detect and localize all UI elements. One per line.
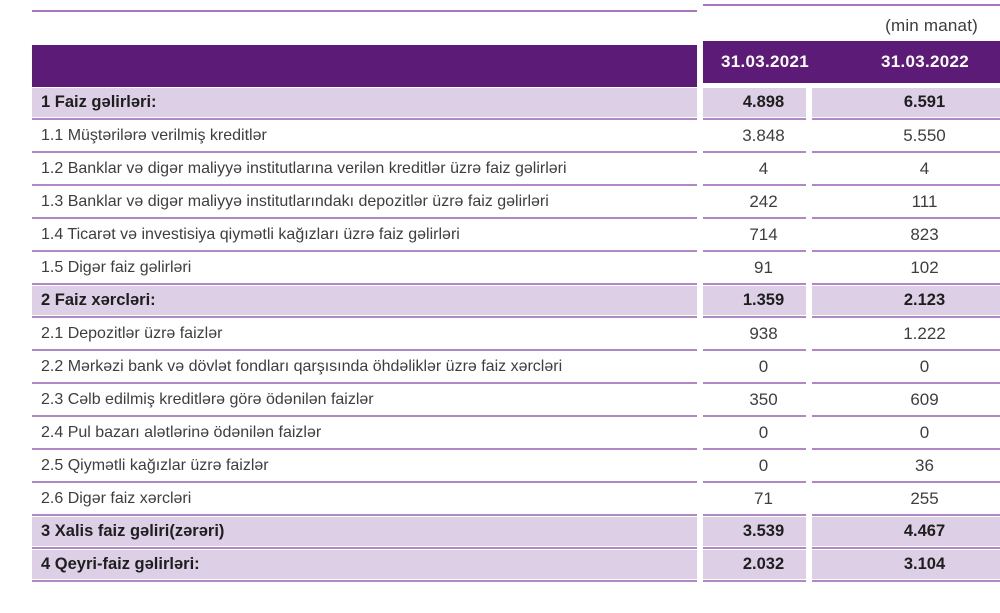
table-row xyxy=(812,418,1000,451)
table-cell-value-2021: 4.898 xyxy=(703,88,806,117)
table-row-label: 4 Qeyri-faiz gəlirləri: xyxy=(32,550,697,579)
table-row-label: 2 Faiz xərcləri: xyxy=(32,286,697,315)
table-row xyxy=(812,154,1000,187)
table-row xyxy=(812,484,1000,517)
table-row xyxy=(32,154,697,187)
table-row xyxy=(812,385,1000,418)
table-row xyxy=(812,220,1000,253)
table-cell-value-2022: 1.222 xyxy=(903,323,946,343)
header-band-labels xyxy=(32,45,697,87)
table-row xyxy=(812,286,1000,319)
table-cell-value-2022: 0 xyxy=(919,356,930,376)
table-row-label: 2.6 Digər faiz xərcləri xyxy=(41,489,192,507)
table-row xyxy=(32,121,697,154)
table-cell-value-2022: 4 xyxy=(919,158,930,178)
values-column-2021 xyxy=(703,88,806,583)
table-cell-value-2022: 2.123 xyxy=(812,286,1000,315)
table-cell-value-2021: 714 xyxy=(749,224,778,244)
table-row xyxy=(812,352,1000,385)
table-cell-value-2021: 0 xyxy=(758,455,769,475)
table-row xyxy=(703,385,806,418)
table-row xyxy=(703,121,806,154)
table-row xyxy=(812,88,1000,121)
table-row-label: 2.1 Depozitlər üzrə faizlər xyxy=(41,324,223,342)
table-row xyxy=(812,451,1000,484)
column-header-2021: 31.03.2021 xyxy=(720,52,810,71)
table-row-label: 1.5 Digər faiz gəlirləri xyxy=(41,258,192,276)
table-row xyxy=(703,220,806,253)
table-row-label: 2.2 Mərkəzi bank və dövlət fondları qarşısında öhdəliklər üzrə faiz xərcləri xyxy=(41,357,563,375)
table-cell-value-2021: 3.539 xyxy=(703,517,806,546)
table-row-label: 1.2 Banklar və digər maliyyə institutlarına verilən kreditlər üzrə faiz gəlirləri xyxy=(41,159,567,177)
table-row xyxy=(32,550,697,583)
table-row xyxy=(703,253,806,286)
header-band-values xyxy=(703,41,1000,83)
table-row xyxy=(812,121,1000,154)
table-row xyxy=(812,319,1000,352)
table-cell-value-2021: 0 xyxy=(758,356,769,376)
table-row xyxy=(32,484,697,517)
table-cell-value-2021: 0 xyxy=(758,422,769,442)
table-row xyxy=(32,451,697,484)
table-row xyxy=(812,517,1000,550)
table-row xyxy=(32,88,697,121)
table-row xyxy=(703,88,806,121)
table-cell-value-2022: 111 xyxy=(911,191,938,211)
table-row-label: 3 Xalis faiz gəliri(zərəri) xyxy=(32,517,697,546)
table-cell-value-2022: 36 xyxy=(915,455,934,475)
table-row xyxy=(32,385,697,418)
table-row xyxy=(812,550,1000,583)
table-cell-value-2022: 3.104 xyxy=(812,550,1000,579)
table-row xyxy=(32,220,697,253)
table-cell-value-2022: 5.550 xyxy=(903,125,946,145)
table-row xyxy=(812,187,1000,220)
table-cell-value-2021: 350 xyxy=(749,389,778,409)
table-cell-value-2021: 938 xyxy=(749,323,778,343)
table-row-label: 1.3 Banklar və digər maliyyə institutlarındakı depozitlər üzrə faiz gəlirləri xyxy=(41,192,549,210)
table-cell-value-2021: 2.032 xyxy=(703,550,806,579)
table-row xyxy=(703,154,806,187)
label-column xyxy=(32,88,697,583)
table-row-label: 2.3 Cəlb edilmiş kreditlərə görə ödənilən faizlər xyxy=(41,390,374,408)
table-row-label: 2.5 Qiymətli kağızlar üzrə faizlər xyxy=(41,456,269,474)
table-cell-value-2022: 4.467 xyxy=(812,517,1000,546)
table-row xyxy=(703,286,806,319)
table-cell-value-2021: 71 xyxy=(754,488,773,508)
table-row xyxy=(32,517,697,550)
table-cell-value-2021: 242 xyxy=(749,191,778,211)
table-row xyxy=(32,319,697,352)
table-row xyxy=(703,352,806,385)
table-cell-value-2022: 102 xyxy=(910,257,939,277)
table-cell-value-2022: 823 xyxy=(910,224,939,244)
top-rule-right xyxy=(703,4,1000,6)
table-cell-value-2022: 6.591 xyxy=(812,88,1000,117)
table-row xyxy=(703,484,806,517)
table-cell-value-2022: 0 xyxy=(919,422,930,442)
unit-note: (min manat) xyxy=(885,16,978,35)
table-row xyxy=(32,352,697,385)
table-row xyxy=(703,418,806,451)
table-cell-value-2021: 4 xyxy=(758,158,769,178)
table-row-label: 1.4 Ticarət və investisiya qiymətli kağızları üzrə faiz gəlirləri xyxy=(41,225,460,243)
values-column-2022 xyxy=(812,88,1000,583)
table-cell-value-2021: 1.359 xyxy=(703,286,806,315)
table-row-label: 2.4 Pul bazarı alətlərinə ödənilən faizlər xyxy=(41,423,322,441)
table-row xyxy=(32,253,697,286)
column-header-2022: 31.03.2022 xyxy=(880,52,970,71)
top-rule-left xyxy=(32,10,697,12)
table-row-label: 1 Faiz gəlirləri: xyxy=(32,88,697,117)
table-row xyxy=(32,418,697,451)
table-cell-value-2022: 255 xyxy=(910,488,939,508)
table-row-label: 1.1 Müştərilərə verilmiş kreditlər xyxy=(41,126,267,144)
table-cell-value-2021: 3.848 xyxy=(742,125,785,145)
table-row xyxy=(32,187,697,220)
table-row xyxy=(703,550,806,583)
table-row xyxy=(812,253,1000,286)
table-cell-value-2022: 609 xyxy=(910,389,939,409)
table-row xyxy=(703,319,806,352)
table-cell-value-2021: 91 xyxy=(754,257,773,277)
table-row xyxy=(703,451,806,484)
table-row xyxy=(703,187,806,220)
table-row xyxy=(32,286,697,319)
table-row xyxy=(703,517,806,550)
